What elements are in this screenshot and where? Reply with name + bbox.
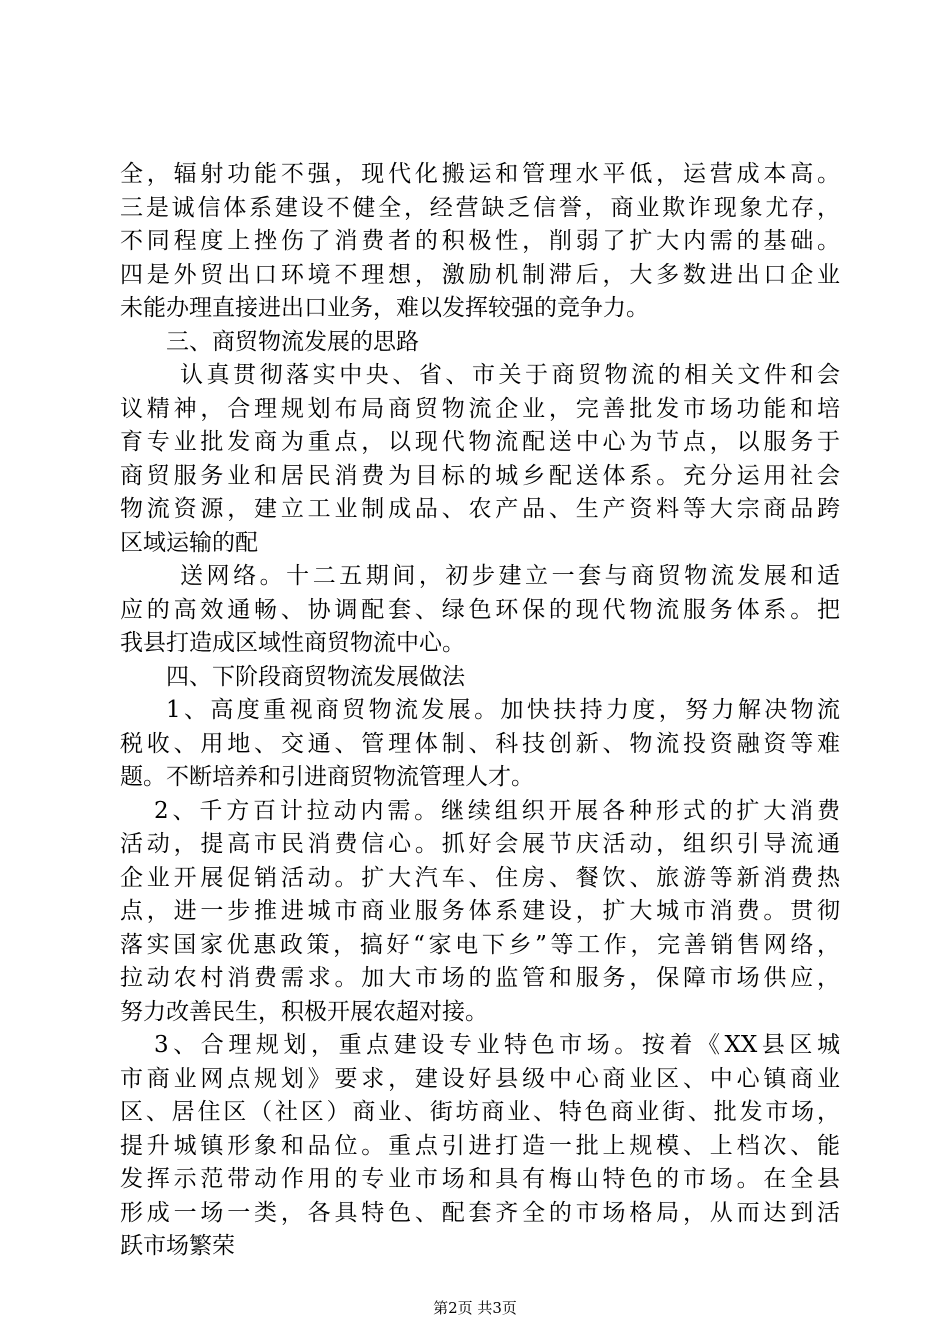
text-line: 1、高度重视商贸物流发展。加快扶持力度，努力解决物流 <box>166 697 840 723</box>
text-line: 不同程度上挫伤了消费者的积极性，削弱了扩大内需的基础。 <box>120 228 840 254</box>
text-line: 育专业批发商为重点，以现代物流配送中心为节点，以服务于 <box>120 429 840 455</box>
text-line: 努力改善民生，积极开展农超对接。 <box>120 998 488 1025</box>
section-heading: 三、商贸物流发展的思路 <box>166 328 419 355</box>
text-line: 提升城镇形象和品位。重点引进打造一批上规模、上档次、能 <box>120 1132 840 1159</box>
text-line: 跃市场繁荣 <box>120 1233 235 1259</box>
text-line: 物流资源，建立工业制成品、农产品、生产资料等大宗商品跨 <box>120 496 840 522</box>
text-line: 四是外贸出口环境不理想，激励机制滞后，大多数进出口企业 <box>120 261 840 288</box>
text-line: 认真贯彻落实中央、省、市关于商贸物流的相关文件和会 <box>180 362 840 388</box>
page-footer: 第2页 共3页 <box>433 1299 517 1317</box>
text-line: 区、居住区（社区）商业、街坊商业、特色商业街、批发市场， <box>120 1099 840 1125</box>
text-line: 未能办理直接进出口业务，难以发挥较强的竞争力。 <box>120 295 649 321</box>
text-line: 发挥示范带动作用的专业市场和具有梅山特色的市场。在全县 <box>120 1166 840 1192</box>
text-line: 2、千方百计拉动内需。继续组织开展各种形式的扩大消费 <box>154 797 840 824</box>
text-line: 税收、用地、交通、管理体制、科技创新、物流投资融资等难 <box>120 730 840 757</box>
text-line: 题。不断培养和引进商贸物流管理人才。 <box>120 764 534 790</box>
text-line: 3、合理规划，重点建设专业特色市场。按着《XX县区城 <box>154 1032 840 1058</box>
text-line: 送网络。十二五期间，初步建立一套与商贸物流发展和适 <box>180 563 840 589</box>
text-line: 三是诚信体系建设不健全，经营缺乏信誉，商业欺诈现象尤存， <box>120 194 840 221</box>
text-line: 全，辐射功能不强，现代化搬运和管理水平低，运营成本高。 <box>120 161 840 187</box>
body-text <box>120 158 840 1264</box>
text-line: 应的高效通畅、协调配套、绿色环保的现代物流服务体系。把 <box>120 596 840 623</box>
text-line: 点，进一步推进城市商业服务体系建设，扩大城市消费。贯彻 <box>120 898 840 924</box>
text-line: 企业开展促销活动。扩大汽车、住房、餐饮、旅游等新消费热 <box>120 864 840 891</box>
text-line: 我县打造成区域性商贸物流中心。 <box>120 630 465 656</box>
section-heading: 四、下阶段商贸物流发展做法 <box>166 663 465 690</box>
text-line: 议精神，合理规划布局商贸物流企业，完善批发市场功能和培 <box>120 395 840 422</box>
text-line: 拉动农村消费需求。加大市场的监管和服务，保障市场供应， <box>120 965 840 991</box>
text-line: 落实国家优惠政策，搞好“家电下乡”等工作，完善销售网络， <box>120 931 840 958</box>
text-line: 形成一场一类，各具特色、配套齐全的市场格局，从而达到活 <box>120 1199 840 1226</box>
text-line: 活动，提高市民消费信心。抓好会展节庆活动，组织引导流通 <box>120 831 840 857</box>
text-line: 商贸服务业和居民消费为目标的城乡配送体系。充分运用社会 <box>120 462 840 489</box>
text-line: 区域运输的配 <box>120 529 258 556</box>
text-line: 市商业网点规划》要求，建设好县级中心商业区、中心镇商业 <box>120 1065 840 1092</box>
